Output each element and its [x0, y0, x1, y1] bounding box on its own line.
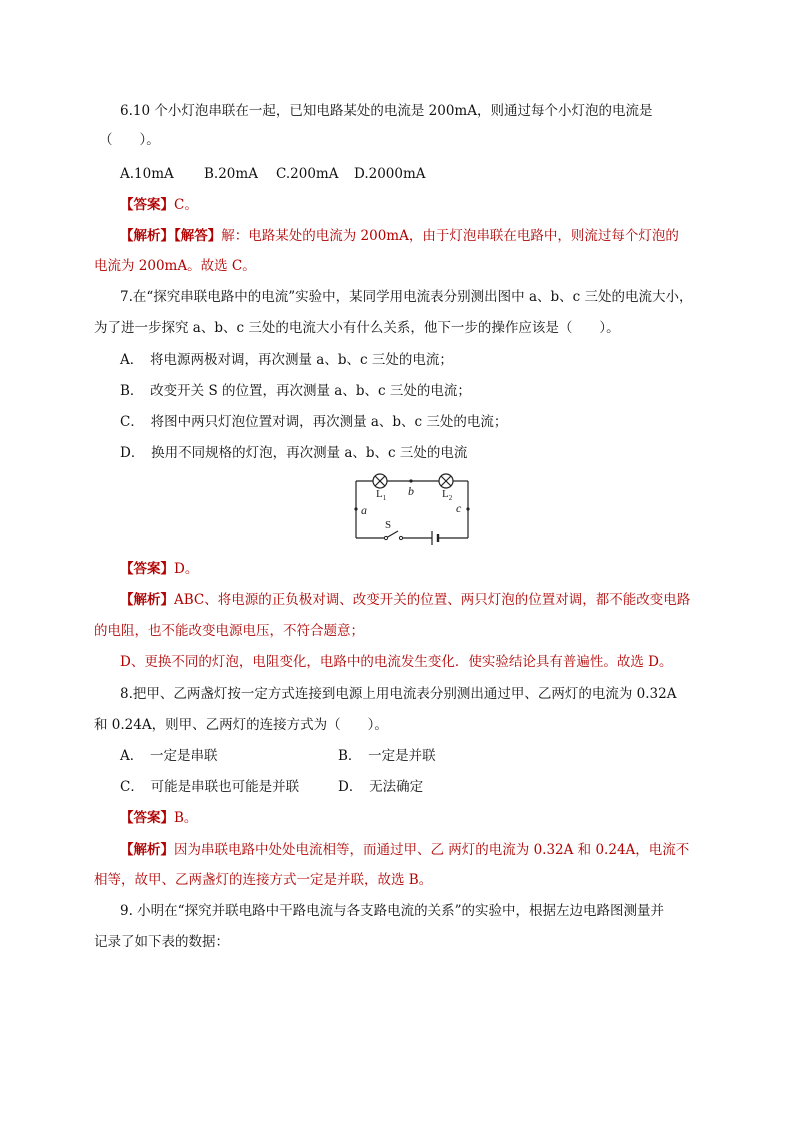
label-a: a [361, 503, 367, 517]
q8-analysis-line1 [120, 840, 689, 860]
q6-option-c: C.200mA [276, 166, 339, 182]
analysis-text: ABC、将电源的正负极对调、改变开关的位置、两只灯泡的位置对调，都不能改变电路 [174, 592, 691, 608]
circuit-diagram [348, 470, 478, 548]
answer-tag: 【答案】 [120, 561, 174, 577]
q7-line2: 为了进一步探究 a、b、c 三处的电流大小有什么关系，他下一步的操作应该是（ ）。 [94, 320, 620, 336]
answer-tag: 【答案】 [120, 197, 174, 213]
lamp-l1-icon [373, 474, 387, 488]
q6-analysis-line2: 电流为 200mA。故选 C。 [94, 258, 256, 274]
q6-options [120, 164, 426, 184]
q7-analysis-line3: D、更换不同的灯泡，电阻变化，电路中的电流发生变化．使实验结论具有普遍性。故选 D。 [120, 654, 673, 670]
label-b: b [408, 484, 414, 498]
q7-answer [120, 559, 198, 579]
node-c-dot [466, 507, 469, 510]
q7-analysis-line1 [120, 590, 690, 610]
q8-line2: 和 0.24A，则甲、乙两灯的连接方式为（ ）。 [94, 717, 388, 733]
label-c: c [456, 501, 462, 515]
svg-text:L2 [442, 488, 453, 502]
q6-option-d: D.2000mA [354, 166, 426, 182]
q8-answer [120, 808, 197, 828]
label-l1: L [376, 488, 383, 500]
switch-contact [399, 536, 402, 539]
q9-line2: 记录了如下表的数据： [94, 934, 229, 950]
q8-option-a: A． 一定是串联 [120, 748, 218, 764]
q8-options-row2 [120, 777, 423, 797]
analysis-tag: 【解析】 [120, 592, 174, 608]
q6-option-a: A.10mA [120, 166, 174, 182]
q8-line1: 8.把甲、乙两盏灯按一定方式连接到电源上用电流表分别测出通过甲、乙两灯的电流为 0.32A [120, 686, 677, 702]
svg-text:L1 [376, 488, 387, 502]
node-a-dot [354, 507, 357, 510]
node-b-dot [409, 479, 412, 482]
analysis-tag: 【解析】 [120, 842, 174, 858]
answer-text: C。 [174, 197, 198, 213]
q7-line1: 7.在“探究串联电路中的电流”实验中，某同学用电流表分别测出图中 a、b、c 三处的电流大小， [120, 289, 693, 305]
q7-option-d: D． 换用不同规格的灯泡，再次测量 a、b、c 三处的电流 [120, 445, 468, 461]
label-l2: L [442, 488, 449, 500]
lamp-l2-icon [439, 474, 453, 488]
q6-analysis-line1 [120, 226, 679, 246]
q6-answer [120, 195, 198, 215]
q7-option-c: C． 将图中两只灯泡位置对调，再次测量 a、b、c 三处的电流； [120, 414, 508, 430]
answer-text: B。 [174, 810, 198, 826]
q6-line1: 6.10 个小灯泡串联在一起，已知电路某处的电流是 200mA，则通过每个小灯泡的电流是 [120, 103, 653, 119]
answer-text: D。 [174, 561, 199, 577]
label-l2-sub: 2 [448, 494, 453, 502]
analysis-tag: 【解析】【解答】 [120, 228, 222, 244]
q8-options-row1 [120, 746, 436, 766]
q8-option-c: C． 可能是串联也可能是并联 [120, 779, 300, 795]
analysis-text: 解：电路某处的电流为 200mA，由于灯泡串联在电路中，则流过每个灯泡的 [221, 228, 679, 244]
q8-analysis-line2: 相等，故甲、乙两盏灯的连接方式一定是并联，故选 B。 [94, 872, 433, 888]
q8-option-d: D． 无法确定 [338, 779, 424, 795]
label-l1-sub: 1 [382, 494, 387, 502]
q8-option-b: B． 一定是并联 [338, 748, 436, 764]
q6-option-b: B.20mA [204, 166, 258, 182]
q9-line1: 9. 小明在“探究并联电路中干路电流与各支路电流的关系”的实验中，根据左边电路图测量并 [120, 903, 664, 919]
analysis-text: 因为串联电路中处处电流相等，而通过甲、乙 两灯的电流为 0.32A 和 0.24A，电流不 [174, 842, 690, 858]
answer-tag: 【答案】 [120, 810, 174, 826]
switch-pivot [384, 536, 387, 539]
label-s: S [385, 519, 392, 531]
q7-option-b: B． 改变开关 S 的位置，再次测量 a、b、c 三处的电流； [120, 383, 471, 399]
q7-option-a: A． 将电源两极对调，再次测量 a、b、c 三处的电流； [120, 352, 453, 368]
q6-line2: （ ）。 [99, 132, 160, 148]
q7-analysis-line2: 的电阻，也不能改变电源电压，不符合题意； [94, 623, 364, 639]
